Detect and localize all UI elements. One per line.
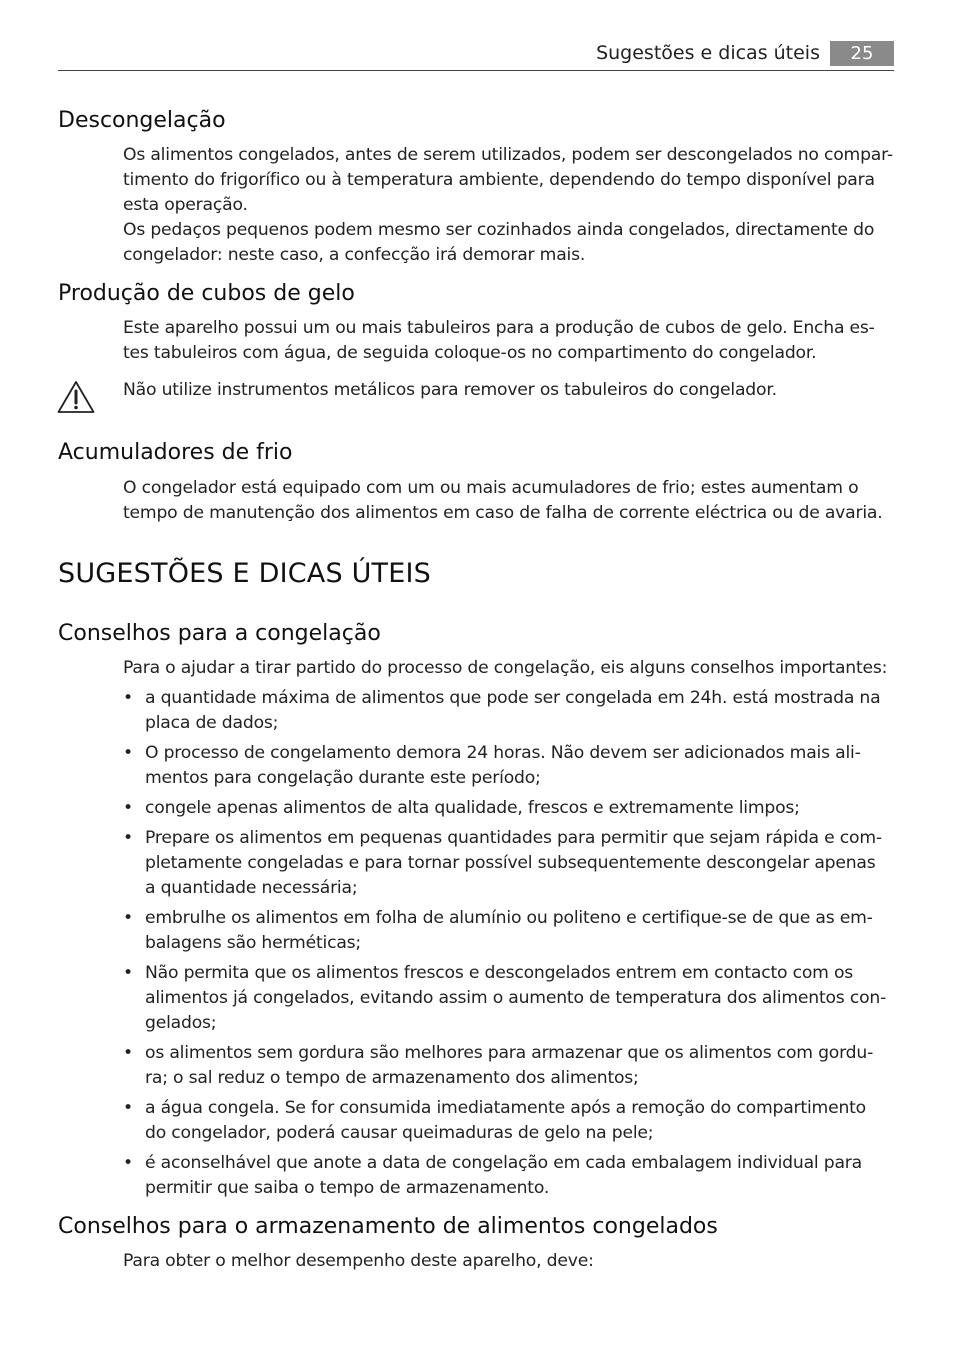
list-item: [123, 961, 898, 1036]
bullet-icon: •: [123, 688, 133, 708]
paragraph-cubos-gelo: [123, 316, 898, 366]
list-item-line: alimentos já congelados, evitando assim o aumento de temperatura dos alimentos con-: [145, 988, 887, 1008]
page-number: 25: [830, 41, 894, 66]
chapter-title: SUGESTÕES E DICAS ÚTEIS: [58, 558, 432, 589]
bullet-icon: •: [123, 798, 133, 818]
list-item-line: congele apenas alimentos de alta qualidade, frescos e extremamente limpos;: [145, 798, 800, 818]
list-item-line: balagens são herméticas;: [145, 933, 362, 953]
text-line: Os alimentos congelados, antes de serem utilizados, podem ser descongelados no compar-: [123, 145, 893, 165]
bullet-icon: •: [123, 1043, 133, 1063]
list-item: [123, 686, 898, 736]
paragraph-intro-congelacao: [123, 656, 898, 681]
list-item-line: embrulhe os alimentos em folha de alumínio ou politeno e certifique-se de que as em-: [145, 908, 873, 928]
warning-triangle-icon: [57, 380, 95, 414]
list-item-line: é aconselhável que anote a data de congelação em cada embalagem individual para: [145, 1153, 862, 1173]
text-line: esta operação.: [123, 195, 248, 215]
list-item: [123, 796, 898, 821]
list-item-line: Não permita que os alimentos frescos e descongelados entrem em contacto com os: [145, 963, 854, 983]
bullet-icon: •: [123, 743, 133, 763]
bullet-icon: •: [123, 908, 133, 928]
header-rule: [58, 70, 894, 71]
list-item-line: Prepare os alimentos em pequenas quantidades para permitir que sejam rápida e com-: [145, 828, 882, 848]
running-header: Sugestões e dicas úteis: [596, 42, 820, 64]
list-item-line: permitir que saiba o tempo de armazenamento.: [145, 1178, 550, 1198]
list-item-line: gelados;: [145, 1013, 217, 1033]
text-line: Para o ajudar a tirar partido do processo de congelação, eis alguns conselhos importantes:: [123, 658, 888, 678]
paragraph-intro-armazenamento: [123, 1249, 898, 1274]
list-item-line: pletamente congeladas e para tornar possível subsequentemente descongelar apenas: [145, 853, 876, 873]
text-line: Não utilize instrumentos metálicos para remover os tabuleiros do congelador.: [123, 380, 777, 400]
text-line: tes tabuleiros com água, de seguida coloque-os no compartimento do congelador.: [123, 343, 817, 363]
text-line: timento do frigorífico ou à temperatura ambiente, dependendo do tempo disponível para: [123, 170, 875, 190]
list-item: [123, 1151, 898, 1201]
list-item: [123, 826, 898, 901]
section-title-descongelacao: Descongelação: [58, 108, 226, 133]
text-line: congelador: neste caso, a confecção irá demorar mais.: [123, 245, 586, 265]
bullet-icon: •: [123, 1098, 133, 1118]
list-item-line: mentos para congelação durante este período;: [145, 768, 541, 788]
list-item-line: os alimentos sem gordura são melhores para armazenar que os alimentos com gordu-: [145, 1043, 874, 1063]
list-item: [123, 1041, 898, 1091]
bullet-icon: •: [123, 963, 133, 983]
list-item-line: placa de dados;: [145, 713, 279, 733]
list-item-line: a quantidade necessária;: [145, 878, 358, 898]
list-item-line: a água congela. Se for consumida imediatamente após a remoção do compartimento: [145, 1098, 866, 1118]
bullet-icon: •: [123, 1153, 133, 1173]
paragraph-descongelacao: [123, 143, 898, 268]
list-item: [123, 1096, 898, 1146]
section-title-conselhos-congelacao: Conselhos para a congelação: [58, 621, 381, 646]
text-line: Para obter o melhor desempenho deste aparelho, deve:: [123, 1251, 594, 1271]
list-item: [123, 741, 898, 791]
text-line: O congelador está equipado com um ou mais acumuladores de frio; estes aumentam o: [123, 478, 859, 498]
bullet-icon: •: [123, 828, 133, 848]
list-item-line: O processo de congelamento demora 24 horas. Não devem ser adicionados mais ali-: [145, 743, 861, 763]
paragraph-acumuladores: [123, 476, 898, 526]
text-line: Os pedaços pequenos podem mesmo ser cozinhados ainda congelados, directamente do: [123, 220, 875, 240]
list-item-line: a quantidade máxima de alimentos que pode ser congelada em 24h. está mostrada na: [145, 688, 881, 708]
section-title-cubos-gelo: Produção de cubos de gelo: [58, 281, 355, 306]
tips-list: [123, 686, 898, 1201]
text-line: Este aparelho possui um ou mais tabuleiros para a produção de cubos de gelo. Encha es-: [123, 318, 875, 338]
list-item-line: do congelador, poderá causar queimaduras de gelo na pele;: [145, 1123, 654, 1143]
section-title-acumuladores: Acumuladores de frio: [58, 440, 293, 465]
text-line: tempo de manutenção dos alimentos em caso de falha de corrente eléctrica ou de avaria.: [123, 503, 883, 523]
warning-text: [123, 378, 898, 403]
list-item-line: ra; o sal reduz o tempo de armazenamento dos alimentos;: [145, 1068, 639, 1088]
list-item: [123, 906, 898, 956]
section-title-armazenamento: Conselhos para o armazenamento de alimentos congelados: [58, 1214, 718, 1239]
